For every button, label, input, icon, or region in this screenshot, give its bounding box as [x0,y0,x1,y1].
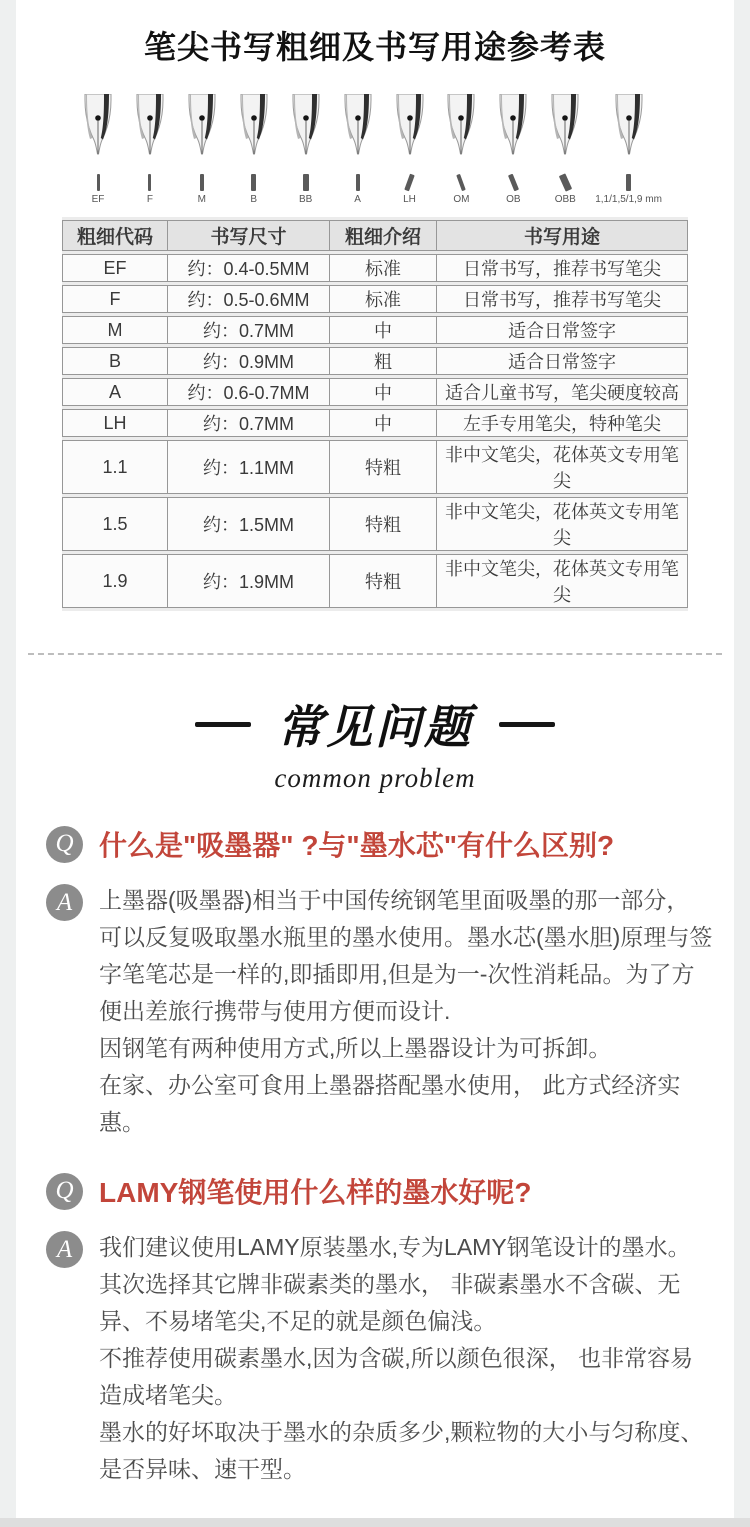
header-cell-usage: 书写用途 [437,220,688,251]
nib-figure [439,94,483,205]
nib-label: 1,1/1,5/1,9 mm [595,194,662,205]
table-cell: 适合日常签字 [437,347,688,375]
table-row [62,285,688,313]
table-cell: A [62,378,168,406]
nib-figure [284,94,328,205]
stroke-width-sample [148,174,151,191]
table-cell: 约：0.9MM [168,347,330,375]
bottom-edge-strip [0,1518,750,1527]
stroke-width-sample [559,173,572,191]
nib-figure [543,94,587,205]
stroke-width-sample [404,173,415,191]
answer-paragraph: 墨水的好坏取决于墨水的杂质多少,颗粒物的大小与匀称度、是否异味、速干型。 [99,1419,704,1482]
table-cell: F [62,285,168,313]
stroke-width-sample [626,174,631,191]
fountain-nib-icon [491,94,535,171]
stroke-width-sample [356,174,360,191]
stroke-width-sample [200,174,204,191]
nib-label: EF [91,194,105,205]
table-cell: 1.9 [62,554,168,608]
table-cell: 非中文笔尖，花体英文专用笔尖 [437,497,688,551]
nib-label: B [250,194,258,205]
nib-figure [76,94,120,205]
stroke-width-sample [508,173,519,191]
table-cell: 1.1 [62,440,168,494]
fountain-nib-icon [284,94,328,171]
header-cell-size: 书写尺寸 [168,220,330,251]
header-cell-intro: 粗细介绍 [330,220,437,251]
answer-paragraph: 不推荐使用碳素墨水,因为含碳,所以颜色很深， 也非常容易造成堵笔尖。 [99,1345,694,1408]
answer-paragraph: 上墨器(吸墨器)相当于中国传统钢笔里面吸墨的那一部分， 可以反复吸取墨水瓶里的墨水使用。墨水芯(墨水胆)原理与签字笔笔芯是一样的,即插即用,但是为一-次性消耗品。为了方便出差旅行携带与使用方便而设计. [99,887,713,1024]
q-badge-icon: Q [46,826,83,863]
nib-figure [336,94,380,205]
table-cell: 1.5 [62,497,168,551]
stroke-width-sample [97,174,100,191]
nib-label: F [146,194,153,205]
question-text: LAMY钢笔使用什么样的墨水好呢? [99,1177,532,1208]
fountain-nib-icon [388,94,432,171]
nib-label: BB [299,194,313,205]
answer-paragraph: 在家、办公室可食用上墨器搭配墨水使用， 此方式经济实惠。 [99,1072,681,1135]
faq-subheading: common problem [274,763,476,793]
answer-text [99,882,713,1141]
nib-figure [128,94,172,205]
table-cell: 特粗 [330,497,437,551]
q-badge-icon: Q [46,1173,83,1210]
table-row [62,440,688,494]
table-cell: 特粗 [330,554,437,608]
answer-paragraph: 因钢笔有两种使用方式,所以上墨器设计为可拆卸。 [99,1035,612,1061]
qa-item [46,1171,714,1488]
nib-label: OB [506,194,521,205]
page-title: 笔尖书写粗细及书写用途参考表 [143,29,606,65]
header-cell-code: 粗细代码 [62,220,168,251]
table-row [62,254,688,282]
stroke-width-sample [457,173,467,190]
fountain-nib-icon [439,94,483,171]
table-cell: 约：0.5-0.6MM [168,285,330,313]
table-row [62,316,688,344]
table-cell: 标准 [330,254,437,282]
table-cell: 标准 [330,285,437,313]
table-cell: 约：1.5MM [168,497,330,551]
table-cell: 特粗 [330,440,437,494]
table-cell: 中 [330,378,437,406]
table-cell: 约：1.1MM [168,440,330,494]
nib-label: LH [403,194,416,205]
fountain-nib-icon [607,94,651,171]
a-badge-icon: A [46,1231,83,1268]
stroke-width-sample [251,174,256,191]
answer-paragraph: 我们建议使用LAMY原装墨水,专为LAMY钢笔设计的墨水。其次选择其它牌非碳素类的墨水， 非碳素墨水不含碳、无异、不易堵笔尖,不足的就是颜色偏浅。 [99,1234,691,1334]
table-cell: LH [62,409,168,437]
table-cell: 日常书写，推荐书写笔尖 [437,285,688,313]
faq-heading: 常见问题 [277,701,473,753]
answer-text [99,1229,713,1488]
table-cell: 中 [330,316,437,344]
nib-spec-table [62,217,688,611]
faq-heading-row [0,691,750,757]
faq-list [0,824,750,1488]
nib-figure [388,94,432,205]
fountain-nib-icon [543,94,587,171]
table-row [62,347,688,375]
nib-table-body [62,254,688,608]
nib-label: M [197,194,207,205]
table-cell: 约：0.6-0.7MM [168,378,330,406]
table-cell: 约：0.4-0.5MM [168,254,330,282]
stroke-width-sample [303,174,309,191]
question-text: 什么是"吸墨器" ?与"墨水芯"有什么区别? [99,830,615,861]
table-cell: 适合儿童书写，笔尖硬度较高 [437,378,688,406]
fountain-nib-icon [76,94,120,171]
table-cell: 日常书写，推荐书写笔尖 [437,254,688,282]
table-cell: 约：0.7MM [168,316,330,344]
nib-label: OBB [554,194,576,205]
nib-diagram [0,68,750,205]
table-cell: 非中文笔尖，花体英文专用笔尖 [437,554,688,608]
table-cell: 约：1.9MM [168,554,330,608]
table-row [62,497,688,551]
section-divider [28,653,722,655]
table-cell: EF [62,254,168,282]
nib-figure [180,94,224,205]
table-row [62,409,688,437]
nib-label: A [354,194,361,205]
a-badge-icon: A [46,884,83,921]
heading-dash-right [499,722,555,727]
table-row [62,378,688,406]
nib-figure [491,94,535,205]
nib-figure [595,94,662,205]
table-cell: 粗 [330,347,437,375]
heading-dash-left [195,722,251,727]
nib-label: OM [453,194,470,205]
nib-figure [232,94,276,205]
table-cell: 非中文笔尖，花体英文专用笔尖 [437,440,688,494]
fountain-nib-icon [336,94,380,171]
table-cell: 中 [330,409,437,437]
table-cell: 约：0.7MM [168,409,330,437]
table-header-row [62,220,688,251]
table-cell: M [62,316,168,344]
fountain-nib-icon [180,94,224,171]
fountain-nib-icon [232,94,276,171]
fountain-nib-icon [128,94,172,171]
qa-item [46,824,714,1141]
table-cell: B [62,347,168,375]
table-row [62,554,688,608]
table-cell: 适合日常签字 [437,316,688,344]
table-cell: 左手专用笔尖，特种笔尖 [437,409,688,437]
